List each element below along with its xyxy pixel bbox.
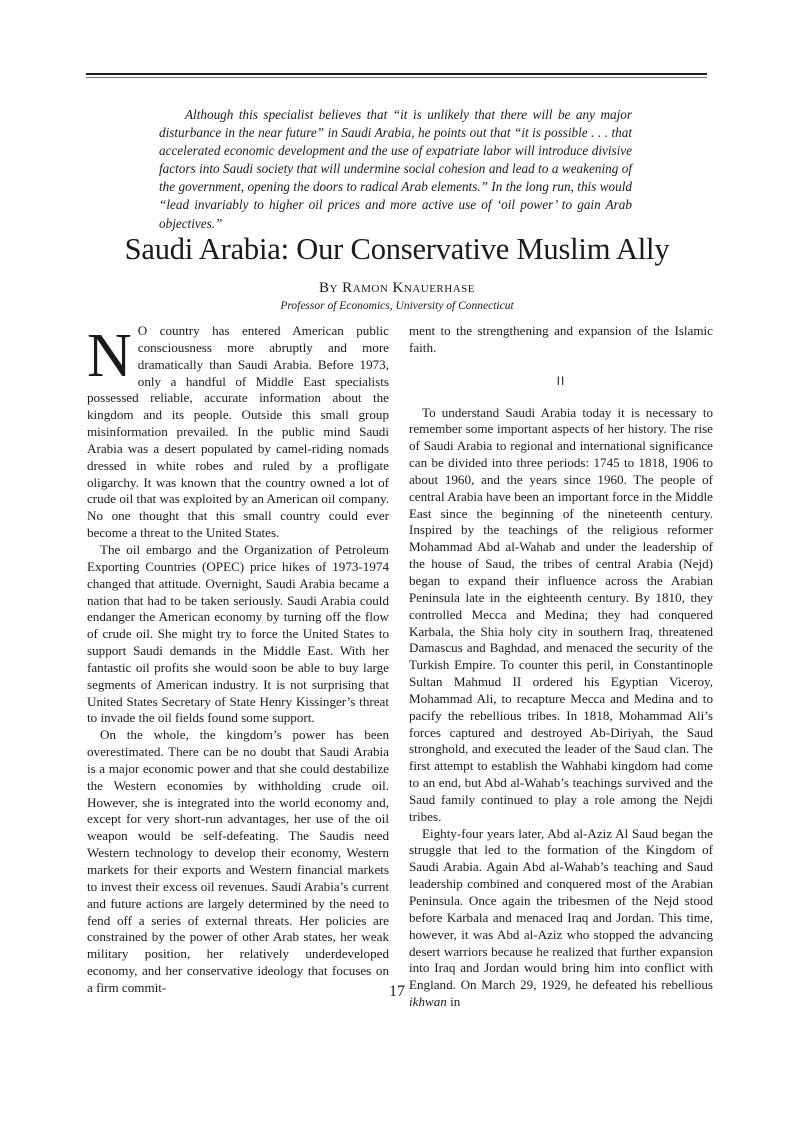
ikhwan-term: ikhwan	[409, 994, 447, 1010]
intro-paragraph	[159, 106, 632, 233]
paragraph-3: On the whole, the kingdom’s power has been overestimated. There can be no doubt that Saudi Arabia is a major economic power and that she could destabilize the Western economies by withholding crude oil. However, she is integrated into the world economy and, except for very short-run advantages, her use of the oil weapon would be self-defeating. The Saudis need Western technology to develop their economy, Western markets for their exports and Western financial markets to invest their excess oil revenues. Saudi Arabia’s current and future actions are largely determined by the need to fend off a series of external threats. Her policies are constrained by the power of other Arab states, her weak military position, her relatively underdeveloped economy, and her conservative ideology that focuses on a firm commit-	[87, 727, 389, 995]
paragraph-2: The oil embargo and the Organization of Petroleum Exporting Countries (OPEC) price hikes of 1973-1974 changed that attitude. Overnight, Saudi Arabia became a nation that had to be taken seriously. Saudi Arabia could endanger the American economy by turning off the flow of crude oil. She might try to force the United States to support Saudi demands in the Middle East. With her fantastic oil profits she would soon be able to buy large segments of American industry. It is not surprising that United States Secretary of State Henry Kissinger’s threat to invade the oil fields found some support.	[87, 541, 389, 726]
paragraph-1	[87, 323, 389, 542]
paragraph-1-text: O country has entered American public consciousness more abruptly and more dramatically than Saudi Arabia. Before 1973, only a handful of Middle East specialists possessed reliable, accurate information about the kingdom and its people. Outside this small group misinformation prevailed. In the public mind Saudi Arabia was a desert populated by camel-riding nomads dressed in white robes and ruled by a profligate oligarchy. It was known that the country owned a lot of crude oil that was exploited by an American oil company. No one thought that this small country could ever become a threat to the United States.	[87, 323, 389, 541]
top-rule-thin	[86, 77, 707, 78]
paragraph-4: To understand Saudi Arabia today it is necessary to remember some important aspects of her history. The rise of Saudi Arabia to regional and international significance can be divided into three periods: 1745 to 1818, 1906 to about 1960, and the years since 1960. The people of central Arabia have been an important force in the Middle East since the beginning of the nineteenth century. Inspired by the teachings of the religious reformer Mohammad Abd al-Wahab and under the leadership of the house of Saud, the tribes of central Arabia (Nejd) began to expand their influence across the Arabian Peninsula late in the eighteenth century. By 1810, they controlled Mecca and Medina; they had conquered Karbala, the Shia holy city in southern Iraq, threatened Damascus and Baghdad, and menaced the security of the Turkish Empire. To counter this peril, in Constantinople Sultan Mahmud II ordered his Egyptian Viceroy, Mohammad Ali, to recapture Mecca and Medina and to pacify the rebellious tribes. In 1818, Mohammad Ali’s forces captured and destroyed Ab-Diriyah, the Saud stronghold, and executed the leader of the Saud clan. The first attempt to establish the Wahhabi kingdom had come to an end, but Abd al-Wahab’s teachings survived and the Saud family continued to play a role among the Nejdi tribes.	[409, 404, 713, 824]
paragraph-3-continued: ment to the strengthening and expansion of the Islamic faith.	[409, 323, 713, 355]
section-marker: II	[556, 373, 566, 388]
drop-cap: N	[87, 322, 132, 390]
intro-text: Although this specialist believes that “it is unlikely that there will be any major disturbance in the near future” in Saudi Arabia, he points out that “it is possible . . . that accelerated economic development and the use of expatriate labor will introduce divisive factors into Saudi society that will undermine social cohesion and lead to a weakening of the government, opening the doors to radical Arab elements.” In the long run, this would “lead invariably to higher oil prices and more active use of ‘oil power’ to gain Arab objectives.”	[159, 107, 632, 231]
page-number: 17	[389, 983, 405, 1000]
paragraph-5-tail: in	[446, 994, 461, 1010]
top-rule	[86, 73, 707, 75]
left-column	[87, 323, 389, 997]
paragraph-5-text: Eighty-four years later, Abd al-Aziz Al Saud began the struggle that led to the formation of the Kingdom of Saudi Arabia. Again Abd al-Wahab’s teaching and Saud leadership combined and conquered most of the Arabian Peninsula. Once again the tribesmen of the Nejd stood before Karbala and menaced Iraq and Jordan. This time, however, it was Abd al-Aziz who stopped the advancing desert warriors because he realized that further expansion into Iraq and Jordan would bring him into conflict with England. On March 29, 1929, he defeated his rebellious	[409, 825, 713, 993]
byline: By Ramon Knauerhase	[318, 280, 475, 296]
right-column	[409, 323, 713, 1011]
article-title: Saudi Arabia: Our Conservative Muslim Ally	[124, 232, 670, 266]
author-affiliation: Professor of Economics, University of Connecticut	[280, 300, 514, 312]
